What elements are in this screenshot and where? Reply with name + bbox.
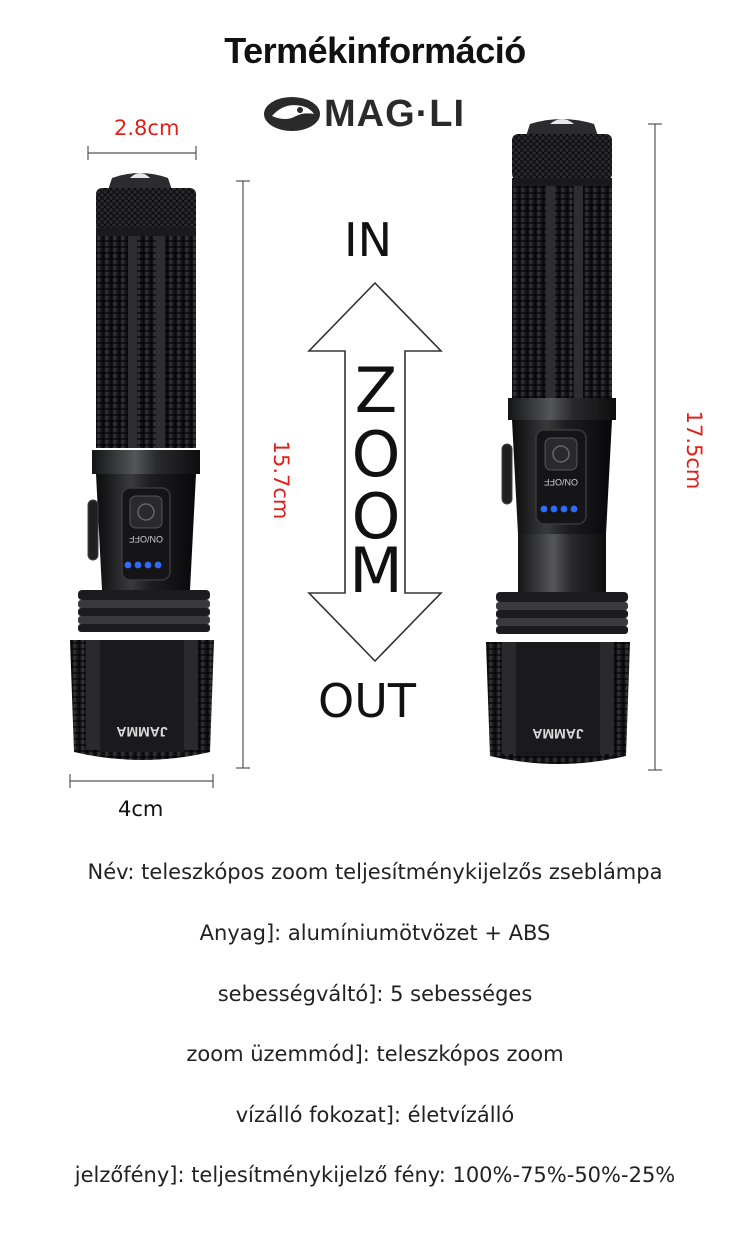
dimension-head-width <box>88 146 196 160</box>
spec-indicator-light: jelzőfény]: teljesítménykijelző fény: 100%-75%-50%-25% <box>74 1163 676 1187</box>
zoom-letter-z: Z <box>354 354 398 427</box>
brand-mark-left: JAMMA <box>116 724 168 740</box>
spec-speed-modes: sebességváltó]: 5 sebességes <box>217 982 533 1006</box>
spec-waterproof: vízálló fokozat]: életvízálló <box>235 1103 515 1127</box>
brand-mark-right: JAMMA <box>532 726 584 742</box>
length-out-label: 17.5cm <box>682 410 706 490</box>
dimension-length-in <box>236 181 250 768</box>
switch-label-left: ON/OFF <box>129 534 163 544</box>
flashlight-extended <box>486 119 630 764</box>
switch-label-right: ON/OFF <box>544 477 578 487</box>
brand-logo-text: MAG·LI <box>324 93 466 135</box>
length-in-label: 15.7cm <box>269 440 293 520</box>
zoom-in-label: IN <box>344 213 392 267</box>
zoom-out-label: OUT <box>318 674 416 728</box>
zoom-letter-o2: O <box>351 480 401 553</box>
zoom-letter-o1: O <box>351 418 401 491</box>
dimension-body-width <box>70 774 213 788</box>
page-title: Termékinformáció <box>224 30 526 71</box>
spec-name: Név: teleszkópos zoom teljesítménykijelzős zseblámpa <box>87 860 663 884</box>
spec-zoom-mode: zoom üzemmód]: teleszkópos zoom <box>186 1042 564 1066</box>
zoom-letter-m: M <box>349 534 403 607</box>
spec-material: Anyag]: alumíniumötvözet + ABS <box>199 921 551 945</box>
head-width-label: 2.8cm <box>114 116 180 140</box>
body-width-label: 4cm <box>118 797 164 821</box>
flashlight-retracted <box>70 173 214 760</box>
dimension-length-out <box>648 124 662 770</box>
